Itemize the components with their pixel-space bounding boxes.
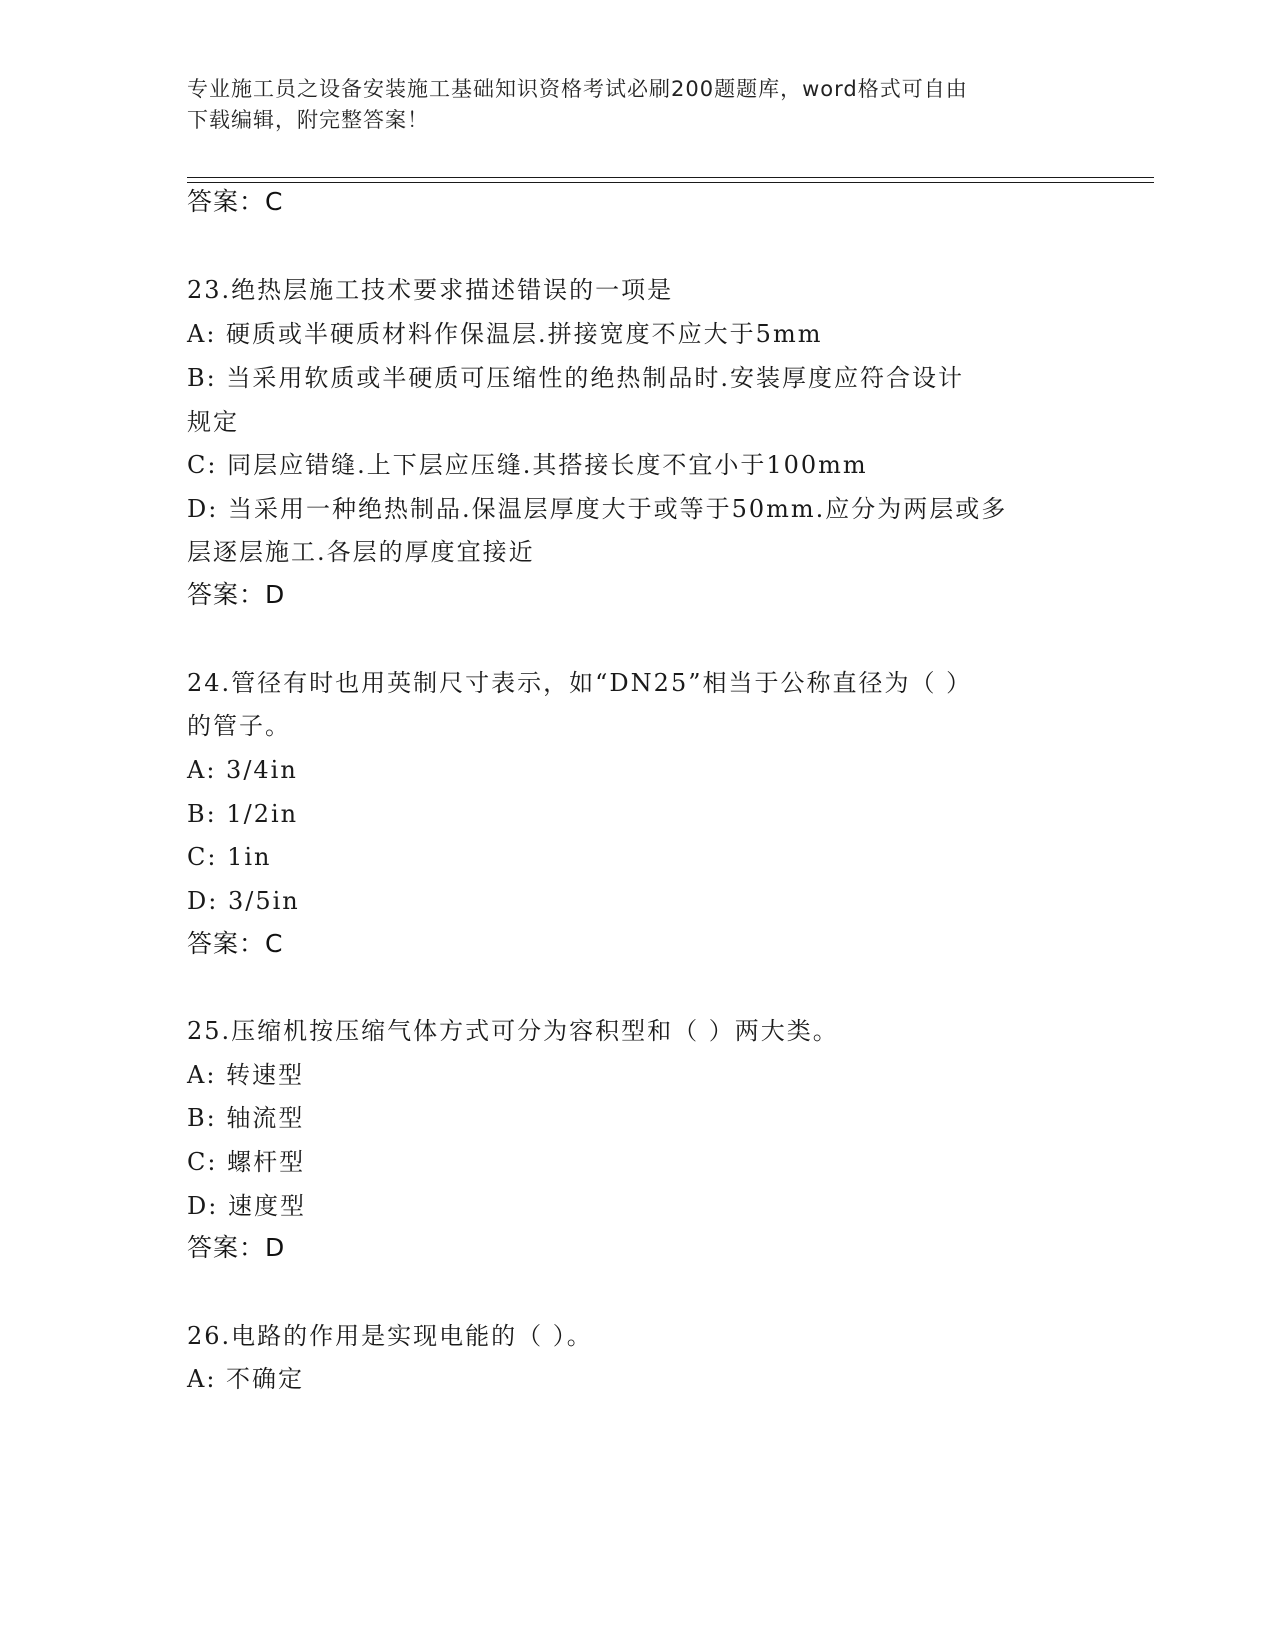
- question-25-option-b: B: 轴流型: [187, 1104, 305, 1132]
- question-24-stem: 24.管径有时也用英制尺寸表示，如“DN25”相当于公称直径为（ ）: [187, 669, 973, 697]
- header-divider-top: [187, 177, 1154, 178]
- header-line-2: 下载编辑，附完整答案！: [187, 108, 429, 132]
- question-24-option-c: C: 1in: [187, 843, 272, 871]
- previous-answer: 答案：C: [187, 187, 284, 216]
- header-line-1: 专业施工员之设备安装施工基础知识资格考试必刷200题题库，word格式可自由: [187, 77, 968, 101]
- question-25-option-c: C: 螺杆型: [187, 1148, 306, 1176]
- question-23-option-c: C: 同层应错缝.上下层应压缝.其搭接长度不宜小于100mm: [187, 451, 868, 479]
- question-25-answer: 答案：D: [187, 1233, 286, 1262]
- question-24-option-b: B: 1/2in: [187, 800, 299, 828]
- question-23-stem: 23.绝热层施工技术要求描述错误的一项是: [187, 276, 674, 304]
- question-26-option-a: A: 不确定: [187, 1365, 305, 1393]
- question-23-option-b: B: 当采用软质或半硬质可压缩性的绝热制品时.安装厚度应符合设计: [187, 364, 964, 392]
- document-header: [187, 74, 1077, 136]
- question-24-option-a: A: 3/4in: [187, 756, 298, 784]
- question-25-option-a: A: 转速型: [187, 1061, 305, 1089]
- question-23-option-b-cont: 规定: [187, 408, 239, 436]
- question-24-answer: 答案：C: [187, 929, 284, 958]
- question-24-option-d: D: 3/5in: [187, 887, 300, 915]
- question-23-option-a: A: 硬质或半硬质材料作保温层.拼接宽度不应大于5mm: [187, 320, 823, 348]
- question-23-answer: 答案：D: [187, 580, 286, 609]
- question-26-stem: 26.电路的作用是实现电能的（ ）。: [187, 1322, 593, 1350]
- question-24-stem-cont: 的管子。: [187, 712, 291, 740]
- question-23-option-d: D: 当采用一种绝热制品.保温层厚度大于或等于50mm.应分为两层或多: [187, 495, 1008, 523]
- question-23-option-d-cont: 层逐层施工.各层的厚度宜接近: [187, 538, 535, 566]
- question-25-option-d: D: 速度型: [187, 1192, 306, 1220]
- header-divider-bottom: [187, 182, 1154, 183]
- question-25-stem: 25.压缩机按压缩气体方式可分为容积型和（ ）两大类。: [187, 1017, 839, 1045]
